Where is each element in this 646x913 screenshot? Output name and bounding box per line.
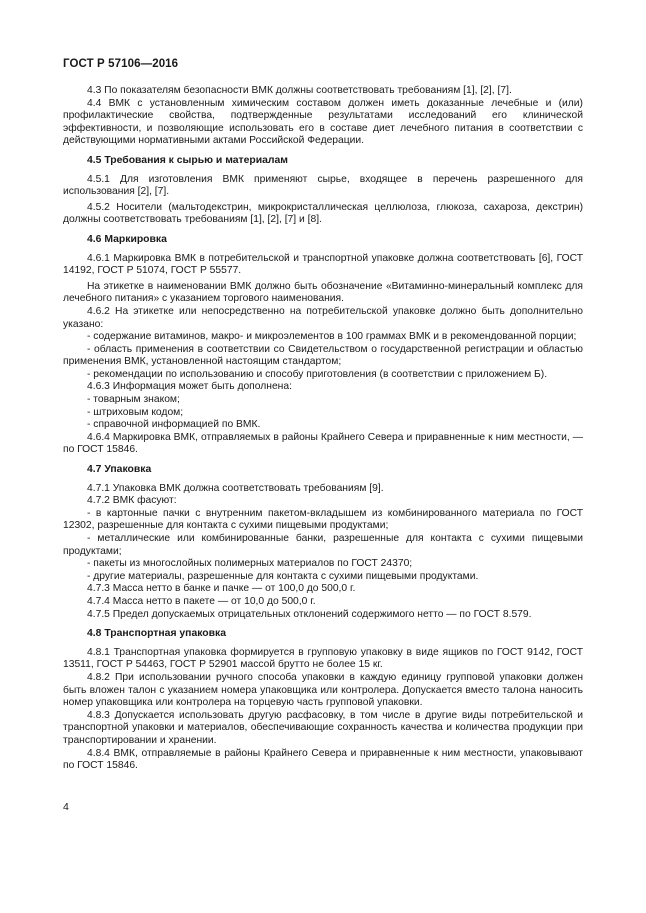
clause-4-6-2: 4.6.2 На этикетке или непосредственно на потребительской упаковке должно быть дополнительно указано: bbox=[63, 305, 583, 330]
list-item: - другие материалы, разрешенные для контакта с сухими пищевыми продуктами. bbox=[87, 570, 479, 582]
clause-4-8-1: 4.8.1 Транспортная упаковка формируется в групповую упаковку в виде ящиков по ГОСТ 9142, ГОСТ 13511, ГОСТ Р 54463, ГОСТ Р 52901 массой брутто не более 15 кг. bbox=[63, 646, 583, 671]
clause-4-7-3: 4.7.3 Масса нетто в банке и пачке — от 100,0 до 500,0 г. bbox=[87, 583, 356, 595]
clause-4-4: 4.4 ВМК с установленным химическим составом должен иметь доказанные лечебные и (или) профилактические свойства, подтвержденные результатами исследований его клинической эффективности, и позволяющие использовать его в составе диет лечебного питания в соответствии с действующими нормативными актами Российской Федерации. bbox=[63, 97, 583, 147]
clause-4-5-2: 4.5.2 Носители (мальтодекстрин, микрокристаллическая целлюлоза, глюкоза, сахароза, декстрин) должны соответствовать требованиям [1], [2], [7] и [8]. bbox=[63, 201, 583, 226]
clause-4-6-1-label-note: На этикетке в наименовании ВМК должно быть обозначение «Витаминно-минеральный комплекс для лечебного питания» с указанием торгового наименования. bbox=[63, 280, 583, 305]
clause-4-8-2: 4.8.2 При использовании ручного способа упаковки в каждую единицу групповой упаковки должен быть вложен талон с указанием номера упаковщика или контролера. Допускается вместо талона наносить номер упаковщика или контролера на торцевую часть групповой упаковки. bbox=[63, 671, 583, 709]
list-item: - товарным знаком; bbox=[87, 394, 180, 406]
clause-4-6-4: 4.6.4 Маркировка ВМК, отправляемых в районы Крайнего Севера и приравненные к ним местности, — по ГОСТ 15846. bbox=[63, 431, 583, 456]
list-item: - область применения в соответствии со Свидетельством о государственной регистрации и областью применения ВМК, установленной настоящим стандартом; bbox=[63, 343, 583, 368]
clause-4-6-3: 4.6.3 Информация может быть дополнена: bbox=[87, 381, 292, 393]
list-item: - металлические или комбинированные банки, разрешенные для контакта с сухими пищевыми продуктами; bbox=[63, 533, 583, 557]
list-item: - рекомендации по использованию и способу приготовления (в соответствии с приложением Б). bbox=[87, 368, 548, 380]
clause-4-3: 4.3 По показателям безопасности ВМК должны соответствовать требованиям [1], [2], [7]. bbox=[87, 85, 512, 96]
clause-4-7-2: 4.7.2 ВМК фасуют: bbox=[87, 495, 177, 507]
clause-4-7-1: 4.7.1 Упаковка ВМК должна соответствовать требованиям [9]. bbox=[87, 482, 384, 494]
section-heading-4-6: 4.6 Маркировка bbox=[87, 233, 167, 245]
document-id-header: ГОСТ Р 57106—2016 bbox=[63, 58, 179, 70]
list-item: - в картонные пачки с внутренним пакетом-вкладышем из комбинированного материала по ГОСТ 12302, разрешенные для контакта с сухими пищевыми продуктами; bbox=[63, 507, 583, 532]
clause-4-8-3: 4.8.3 Допускается использовать другую расфасовку, в том числе в другие виды потребительской и транспортной упаковки и материалов, обеспечивающие сохранность качества и количества продукции при транспортировании и хранении. bbox=[63, 709, 583, 746]
list-item: - пакеты из многослойных полимерных материалов по ГОСТ 24370; bbox=[87, 558, 413, 570]
list-item: - справочной информацией по ВМК. bbox=[87, 419, 261, 431]
list-item: - штриховым кодом; bbox=[87, 406, 184, 418]
document-body bbox=[63, 85, 583, 773]
section-heading-4-8: 4.8 Транспортная упаковка bbox=[87, 628, 226, 640]
clause-4-8-4: 4.8.4 ВМК, отправляемые в районы Крайнего Севера и приравненные к ним местности, упаковывают по ГОСТ 15846. bbox=[63, 747, 583, 772]
clause-4-7-4: 4.7.4 Масса нетто в пакете — от 10,0 до 500,0 г. bbox=[87, 595, 316, 607]
clause-4-5-1: 4.5.1 Для изготовления ВМК применяют сырье, входящее в перечень разрешенного для использования [2], [7]. bbox=[63, 173, 583, 198]
list-item: - содержание витаминов, макро- и микроэлементов в 100 граммах ВМК и в рекомендованной порции; bbox=[87, 331, 577, 343]
section-heading-4-5: 4.5 Требования к сырью и материалам bbox=[87, 154, 288, 166]
section-heading-4-7: 4.7 Упаковка bbox=[87, 464, 152, 476]
clause-4-6-1: 4.6.1 Маркировка ВМК в потребительской и транспортной упаковке должна соответствовать [6], ГОСТ 14192, ГОСТ Р 51074, ГОСТ Р 55577. bbox=[63, 252, 583, 277]
clause-4-7-5: 4.7.5 Предел допускаемых отрицательных отклонений содержимого нетто — по ГОСТ 8.579. bbox=[87, 608, 532, 620]
page-number: 4 bbox=[63, 801, 69, 813]
